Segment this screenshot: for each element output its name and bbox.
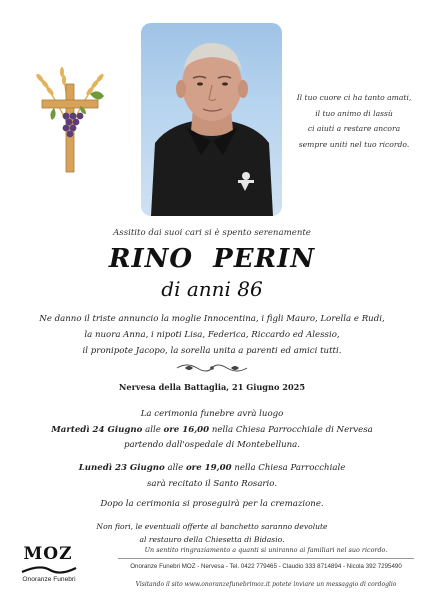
deceased-name: RINO PERIN bbox=[108, 244, 316, 274]
announcement-line: la nuora Anna, i nipoti Lisa, Federica, Riccardo ed Alessio, bbox=[84, 330, 340, 340]
deceased-age: di anni 86 bbox=[161, 277, 263, 301]
logo-swoosh-icon bbox=[20, 564, 78, 576]
assisted-text: Assitito dai suoi cari si è spento serenamente bbox=[113, 228, 311, 238]
ceremony-church: nella Chiesa Parrocchiale di Nervesa bbox=[209, 424, 373, 435]
ceremony-departure: partendo dall'ospedale di Montebelluna. bbox=[123, 440, 301, 450]
cremation-note: Dopo la cerimonia si proseguirà per la cremazione. bbox=[100, 499, 324, 509]
poem-line: sempre uniti nel tuo ricordo. bbox=[298, 139, 410, 149]
ceremony-connector: alle bbox=[142, 424, 164, 435]
rosary-connector: alle bbox=[164, 463, 186, 473]
flowers-note bbox=[20, 520, 404, 546]
poem-line: il tuo animo di lassù bbox=[315, 108, 393, 118]
poem bbox=[293, 90, 415, 152]
ornament-divider bbox=[175, 362, 249, 374]
contact-info: Onoranze Funebri MOZ - Nervesa - Tel. 0422 779465 - Claudio 333 8714894 - Nicola 392 7295490 bbox=[130, 563, 402, 570]
ceremony-time: ore 16,00 bbox=[163, 424, 210, 435]
ceremony-details bbox=[20, 423, 404, 439]
rosary-church: nella Chiesa Parrocchiale bbox=[231, 463, 346, 473]
flowers-line: Non fiori, le eventuali offerte al banchetto saranno devolute bbox=[96, 522, 328, 531]
footer-divider bbox=[118, 558, 414, 559]
flowers-line: al restauro della Chiesetta di Bidasio. bbox=[139, 535, 285, 544]
deceased-portrait bbox=[141, 23, 282, 216]
ceremony-info bbox=[20, 407, 404, 454]
website-note: Visitando il sito www.onoranzefunebrimoz.it potete inviare un messaggio di cordoglio bbox=[135, 581, 397, 588]
rosary-details bbox=[20, 461, 404, 477]
rosary-info bbox=[20, 461, 404, 492]
rosary-time: ore 19,00 bbox=[185, 463, 232, 473]
ceremony-day: Martedì 24 Giugno bbox=[51, 424, 143, 435]
poem-line: Il tuo cuore ci ha tanto amati, bbox=[296, 93, 412, 102]
rosary-day: Lunedì 23 Giugno bbox=[78, 463, 165, 473]
ceremony-intro: La cerimonia funebre avrà luogo bbox=[140, 409, 284, 419]
announcement-line: il pronipote Jacopo, la sorella unita a parenti ed amici tutti. bbox=[82, 346, 342, 356]
announcement bbox=[20, 311, 404, 359]
moz-logo: MOZ bbox=[23, 544, 73, 564]
rosary-note: sarà recitato il Santo Rosario. bbox=[146, 478, 278, 489]
logo-subtitle: Onoranze Funebri bbox=[22, 576, 76, 583]
cross-emblem bbox=[30, 66, 110, 176]
announcement-line: Ne danno il triste annuncio la moglie Innocentina, i figli Mauro, Lorella e Rudi, bbox=[39, 314, 385, 324]
place-date: Nervesa della Battaglia, 21 Giugno 2025 bbox=[118, 382, 306, 392]
thanks-note: Un sentito ringraziamento a quanti si uniranno ai familiari nel suo ricordo. bbox=[144, 546, 388, 554]
poem-line: ci aiuti a restare ancora bbox=[307, 124, 401, 133]
